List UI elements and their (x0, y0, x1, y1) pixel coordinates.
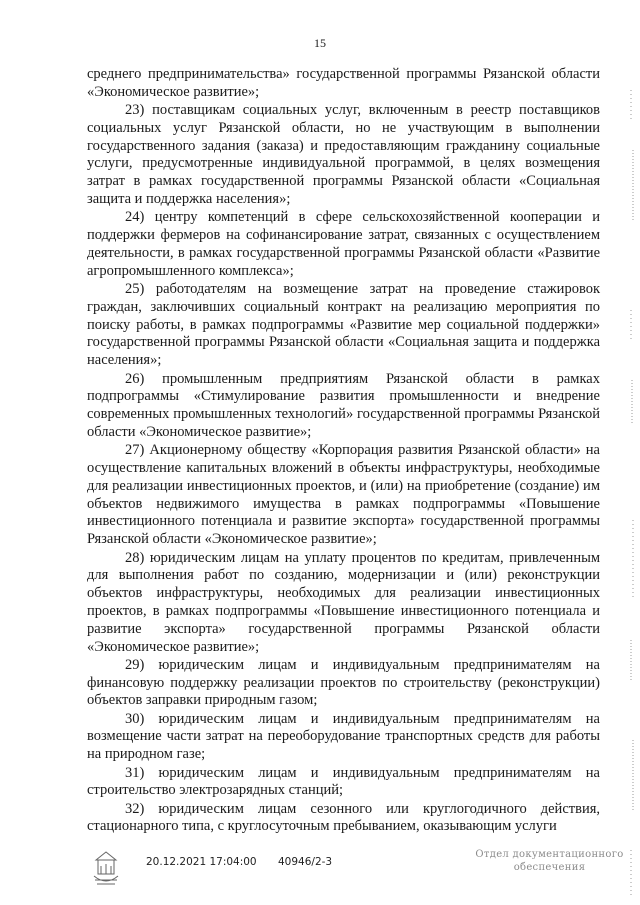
paragraph-item-32: 32) юридическим лицам сезонного или круглогодичного действия, стационарного типа, с круглосуточным пребыванием, оказывающим услуги (87, 800, 600, 835)
department-stamp-line: обеспечения (513, 862, 586, 873)
paragraph-item-23: 23) поставщикам социальных услуг, включенным в реестр поставщиков социальных услуг Рязанской области, но не участвующим в выполнении государственного задания (заказа) и предоставляющим гражданину социальные услуги, предусмотренные индивидуальной программой, в целях возмещения затрат в рамках государственной программы Рязанской области «Социальная защита и поддержка населения»; (87, 102, 600, 208)
document-body (87, 66, 600, 837)
paragraph-item-25: 25) работодателям на возмещение затрат на проведение стажировок граждан, заключивших социальный контракт на реализацию мероприятия по поиску работы, в рамках подпрограммы «Развитие мер социальной поддержки» государственной программы Рязанской области «Социальная защита и поддержка населения»; (87, 281, 600, 369)
paragraph-item-30: 30) юридическим лицам и индивидуальным предпринимателям на возмещение части затрат на переоборудование транспортных средств для работы на природном газе; (87, 710, 600, 763)
paragraph-item-27: 27) Акционерному обществу «Корпорация развития Рязанской области» на осуществление капитальных вложений в объекты инфраструктуры, необходимые для реализации инвестиционных проектов, и (или) на приобретение (создание) им объектов недвижимого имущества в рамках подпрограммы «Повышение инвестиционного потенциала и развитие экспорта» государственной программы Рязанской области «Экономическое развитие»; (87, 442, 600, 548)
paragraph-item-31: 31) юридическим лицам и индивидуальным предпринимателям на строительство электрозарядных станций; (87, 764, 600, 799)
paragraph-item-29: 29) юридическим лицам и индивидуальным предпринимателям на финансовую поддержку реализации проектов по строительству (реконструкции) объектов заправки природным газом; (87, 656, 600, 709)
footer-registration-number: 40946/2-3 (278, 856, 333, 868)
page-number: 15 (314, 36, 326, 50)
scan-margin-marks (624, 80, 638, 900)
paragraph-item-26: 26) промышленным предприятиям Рязанской области в рамках подпрограммы «Стимулирование развития промышленности и внедрение современных промышленных технологий» государственной программы Рязанской области «Экономическое развитие»; (87, 370, 600, 440)
department-stamp-line: Отдел документационного (475, 849, 624, 860)
paragraph-item-28: 28) юридическим лицам на уплату процентов по кредитам, привлеченным для выполнения работ по созданию, модернизации и (или) реконструкции объектов инфраструктуры, необходимых для реализации инвестиционных проектов, в рамках подпрограммы «Повышение инвестиционного потенциала и развитие экспорта» государственной программы Рязанской области «Экономическое развитие»; (87, 549, 600, 655)
footer-datetime: 20.12.2021 17:04:00 (146, 856, 257, 868)
paragraph-continuation: среднего предпринимательства» государственной программы Рязанской области «Экономическое развитие»; (87, 66, 600, 100)
department-stamp (462, 848, 637, 874)
paragraph-item-24: 24) центру компетенций в сфере сельскохозяйственной кооперации и поддержки фермеров на софинансирование затрат, связанных с осуществлением деятельности, в рамках государственной программы Рязанской области «Развитие агропромышленного комплекса»; (87, 209, 600, 279)
coat-of-arms-seal-icon (90, 846, 122, 888)
